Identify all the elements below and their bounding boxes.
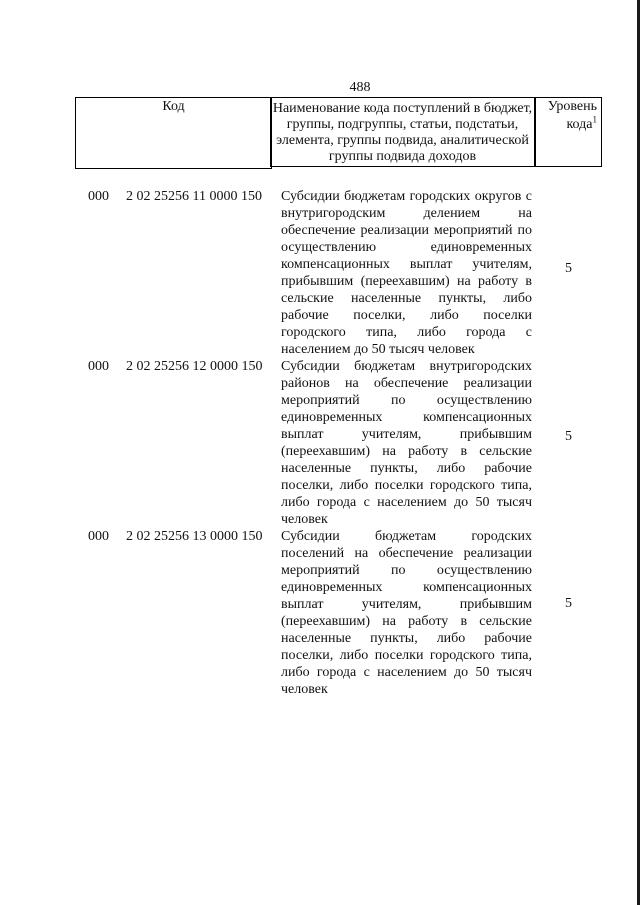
page-number: 488: [349, 80, 371, 95]
header-level-footnote: 1: [592, 114, 597, 125]
header-code-cell: [75, 97, 272, 169]
header-code-label: Код: [162, 99, 185, 114]
admin-code: 000: [88, 189, 109, 204]
code-level: 5: [565, 429, 572, 444]
admin-code: 000: [88, 359, 109, 374]
revenue-name: Субсидии бюджетам городских округов с внутригородским делением на обеспечение реализации мероприятий по осуществлению единовременных компенсационных выплат учителям, прибывшим (переехавшим) на работу в сельские населенные пункты, либо рабочие поселки, либо поселки городского типа, либо города с населением до 50 тысяч человек: [281, 189, 532, 357]
revenue-code: 2 02 25256 12 0000 150: [126, 359, 263, 374]
revenue-name: Субсидии бюджетам внутригородских районов на обеспечение реализации мероприятий по осуществлению единовременных компенсационных выплат учителям, прибывшим (переехавшим) на работу в сельские населенные пункты, либо рабочие поселки, либо поселки городского типа, либо города с населением до 50 тысяч человек: [281, 359, 532, 527]
revenue-code: 2 02 25256 11 0000 150: [126, 189, 262, 204]
admin-code: 000: [88, 529, 109, 544]
header-name-label: Наименование кода поступлений в бюджет, группы, подгруппы, статьи, подстатьи, элемента, группы подвида, аналитической группы подвида доходов: [272, 101, 533, 164]
header-level-label: Уровень кода: [547, 99, 597, 132]
revenue-code: 2 02 25256 13 0000 150: [126, 529, 263, 544]
code-level: 5: [565, 596, 572, 611]
revenue-name: Субсидии бюджетам городских поселений на обеспечение реализации мероприятий по осуществлению единовременных компенсационных выплат учителям, прибывшим (переехавшим) на работу в сельские населенные пункты, либо рабочие поселки, либо поселки городского типа, либо города с населением до 50 тысяч человек: [281, 529, 532, 697]
header-level-cell: [535, 97, 602, 167]
header-name-cell: [270, 97, 535, 167]
code-level: 5: [565, 261, 572, 276]
